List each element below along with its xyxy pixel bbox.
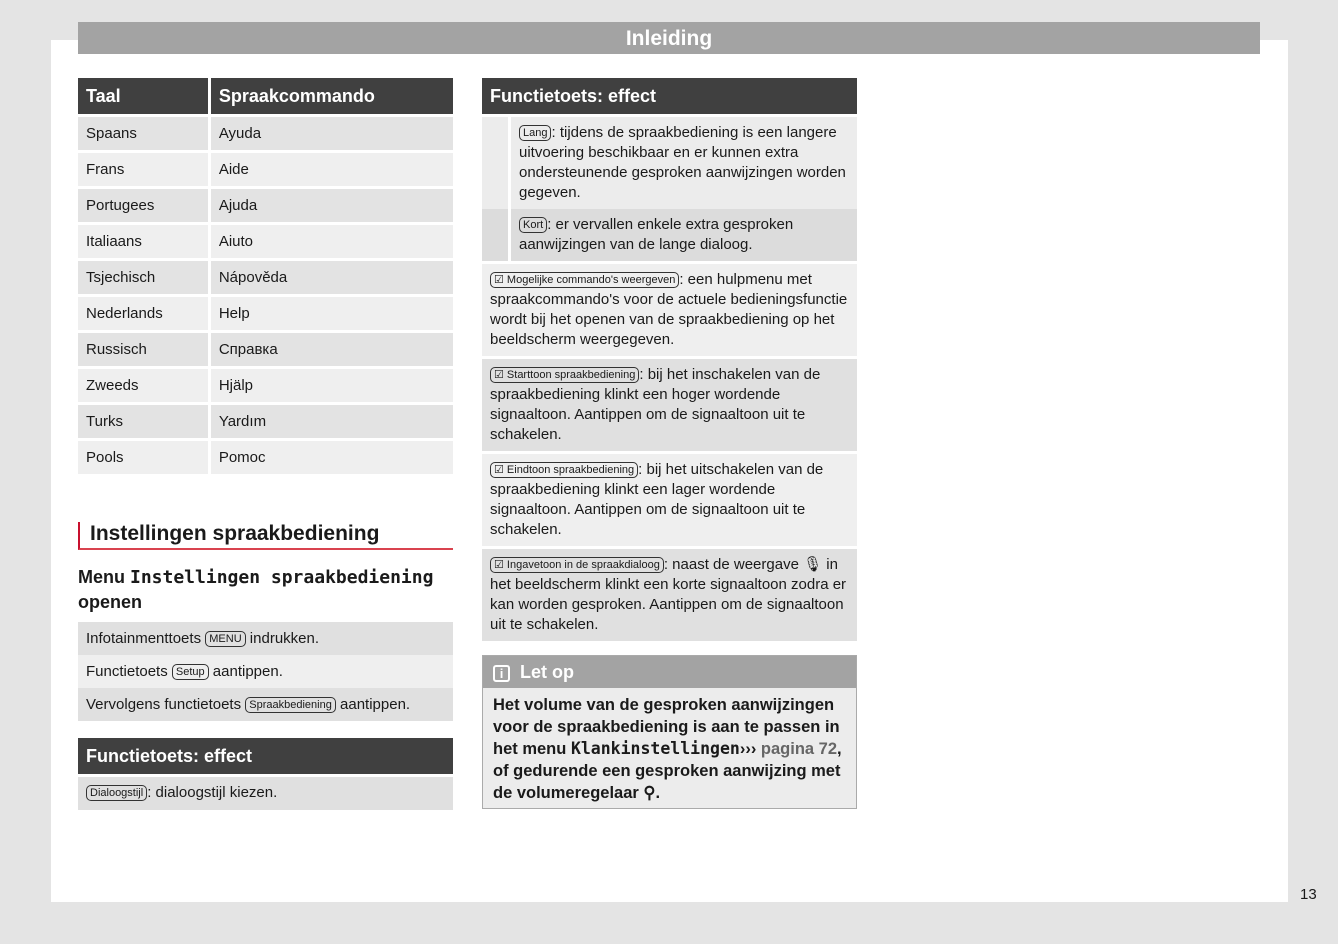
table-row (78, 189, 453, 222)
table-row (78, 261, 453, 294)
checkbox-softkey[interactable] (490, 462, 638, 478)
command-cell: Ayuda (208, 117, 453, 150)
left-column (78, 75, 453, 813)
command-cell: Aide (208, 153, 453, 186)
note-title: Let op (520, 662, 574, 682)
sub-mono: Instellingen spraakbediening (130, 567, 434, 588)
option-text: : tijdens de spraakbediening is een langere uitvoering beschikbaar en er kunnen extra ondersteunende gesproken aanwijzingen worden gegeven. (519, 124, 846, 201)
language-cell: Frans (78, 153, 208, 186)
step-text: aantippen. (335, 696, 411, 713)
language-cell: Pools (78, 441, 208, 474)
key-label[interactable]: Spraakbediening (245, 697, 336, 713)
table-row (78, 225, 453, 258)
softkey-label: Ingavetoon in de spraakdialoog (506, 559, 660, 571)
option-text: : naast de weergave 🎙 in het beeldscherm klinkt een korte signaaltoon zodra er kan worden gesproken. Aantippen om de signaaltoon uit te schakelen. (490, 556, 847, 633)
option-text: : er vervallen enkele extra gesproken aanwijzingen van de lange dialoog. (519, 216, 794, 253)
table-header: Functietoets: effect (78, 738, 453, 774)
table-header: Functietoets: effect (482, 78, 857, 114)
checkbox-softkey[interactable] (490, 367, 639, 383)
sub-option-row (482, 209, 857, 261)
softkey[interactable]: Lang (519, 125, 551, 141)
command-cell: Ajuda (208, 189, 453, 222)
step-text: Vervolgens functietoets (86, 696, 246, 713)
table-row (78, 117, 453, 150)
volume-knob-icon: ⚲ (643, 784, 656, 802)
note-header (483, 656, 856, 688)
step-text: Infotainmenttoets (86, 630, 206, 647)
softkey-label: Starttoon spraakbediening (506, 369, 636, 381)
command-cell: Help (208, 297, 453, 330)
col-header: Taal (78, 78, 208, 114)
step-text: Functietoets (86, 663, 172, 680)
function-row (78, 777, 453, 810)
checkbox-option-row (482, 264, 857, 356)
checkbox-checked-icon: ☑ (494, 274, 507, 286)
menu-name: Klankinstellingen (570, 739, 740, 758)
sub-suffix: openen (78, 592, 143, 612)
step-item (78, 622, 453, 655)
subsection-title (78, 565, 453, 614)
col-header: Spraakcommando (208, 78, 453, 114)
checkbox-softkey[interactable] (490, 272, 679, 288)
note-text: , of gedurende een gesproken aanwijzing met de volumeregelaar (493, 740, 842, 802)
table-row (78, 369, 453, 402)
checkbox-checked-icon: ☑ (494, 464, 507, 476)
softkey[interactable]: Dialoogstijl (86, 785, 147, 801)
section-title: Instellingen spraakbediening (78, 522, 453, 550)
sub-prefix: Menu (78, 567, 130, 587)
note-body (483, 688, 856, 808)
settings-section (78, 522, 453, 721)
arrows: ››› (739, 740, 757, 758)
checkbox-softkey[interactable] (490, 557, 664, 573)
table-row (78, 297, 453, 330)
option-text: : een hulpmenu met spraakcommando's voor de actuele bedieningsfunctie wordt bij het openen van de spraakbediening op het beeldscherm weergegeven. (490, 271, 848, 348)
language-cell: Italiaans (78, 225, 208, 258)
language-cell: Russisch (78, 333, 208, 366)
command-cell: Справка (208, 333, 453, 366)
option-text: : bij het uitschakelen van de spraakbediening klinkt een lager wordende signaaltoon. Aantippen om de signaaltoon uit te schakelen. (490, 461, 824, 538)
language-cell: Portugees (78, 189, 208, 222)
step-text: indrukken. (245, 630, 320, 647)
softkey-label: Mogelijke commando's weergeven (506, 274, 676, 286)
language-cell: Zweeds (78, 369, 208, 402)
page-number: 13 (1300, 886, 1317, 903)
language-cell: Turks (78, 405, 208, 438)
note-end: . (655, 784, 661, 802)
checkbox-option-row (482, 359, 857, 451)
command-cell: Aiuto (208, 225, 453, 258)
page-link[interactable]: pagina 72 (760, 740, 838, 758)
softkey-label: Eindtoon spraakbediening (506, 464, 635, 476)
table-row (78, 441, 453, 474)
key-label[interactable]: Setup (172, 664, 209, 680)
table-row (78, 333, 453, 366)
command-cell: Yardım (208, 405, 453, 438)
steps-list (78, 622, 453, 721)
command-cell: Nápověda (208, 261, 453, 294)
language-cell: Spaans (78, 117, 208, 150)
key-label[interactable]: MENU (205, 631, 245, 647)
softkey[interactable]: Kort (519, 217, 547, 233)
chapter-header: Inleiding (78, 22, 1260, 54)
note-box (482, 655, 857, 809)
step-item (78, 688, 453, 721)
checkbox-option-row (482, 549, 857, 641)
table-row (78, 405, 453, 438)
command-cell: Pomoc (208, 441, 453, 474)
checkbox-option-row (482, 454, 857, 546)
table-row (78, 153, 453, 186)
function-text: : dialoogstijl kiezen. (147, 784, 278, 801)
sub-option-row (482, 117, 857, 209)
step-item (78, 655, 453, 688)
checkbox-checked-icon: ☑ (494, 369, 507, 381)
left-function-table (78, 738, 453, 810)
language-cell: Tsjechisch (78, 261, 208, 294)
option-text: : bij het inschakelen van de spraakbediening klinkt een hoger wordende signaaltoon. Aantippen om de signaaltoon uit te schakelen. (490, 366, 821, 443)
note-text: Het volume van de gesproken aanwijzingen voor de spraakbediening is aan te passen in het menu (493, 696, 840, 758)
language-table (78, 75, 453, 477)
command-cell: Hjälp (208, 369, 453, 402)
right-column (482, 78, 857, 809)
info-icon: i (493, 665, 510, 682)
step-text: aantippen. (208, 663, 283, 680)
language-cell: Nederlands (78, 297, 208, 330)
checkbox-checked-icon: ☑ (494, 559, 507, 571)
